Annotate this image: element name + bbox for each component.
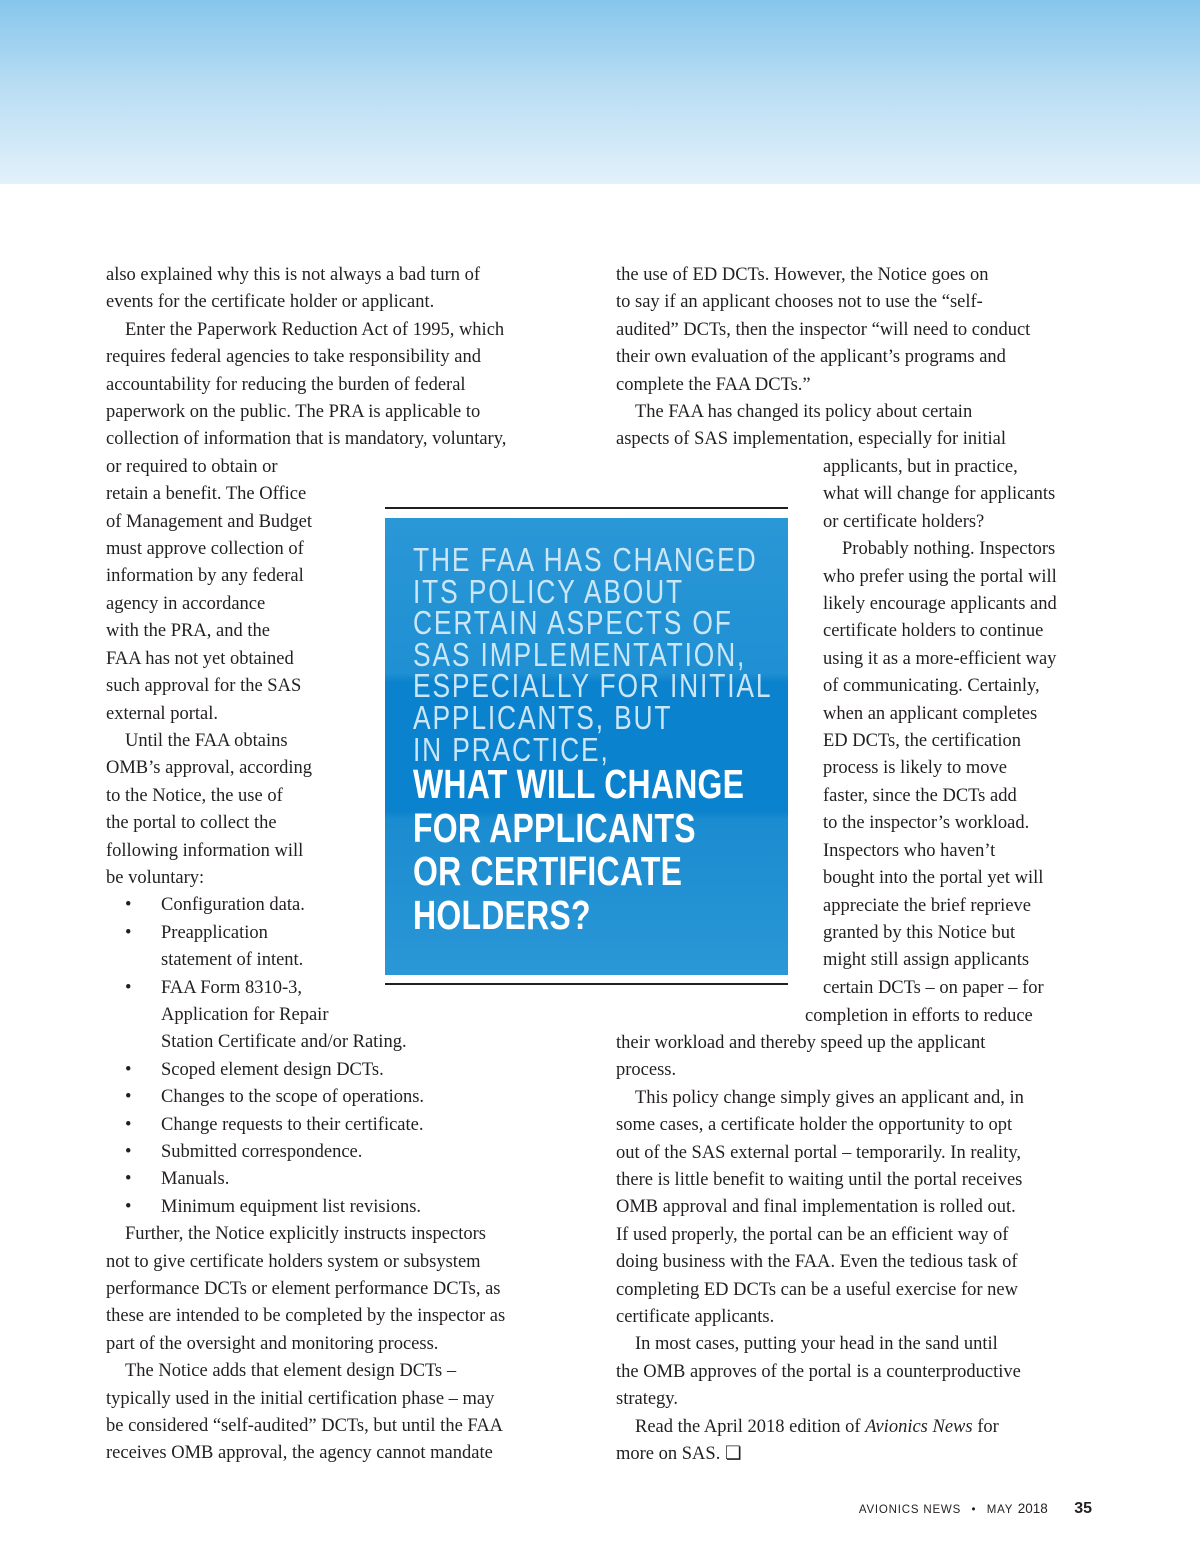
text-line: audited” DCTs, then the inspector “will need to conduct — [616, 319, 1031, 340]
text-line: • Configuration data. — [161, 895, 305, 916]
text-line: The Notice adds that element design DCTs – — [125, 1361, 457, 1382]
publication-name: Avionics News — [865, 1416, 973, 1437]
text-line: following information will — [106, 840, 304, 861]
issue-year: 2018 — [1017, 1501, 1048, 1516]
text-line: In most cases, putting your head in the sand until — [635, 1334, 998, 1355]
pullquote-line: CERTAIN ASPECTS OF — [413, 604, 733, 642]
list-item — [106, 975, 576, 1057]
text-line: appreciate the brief reprieve — [823, 895, 1031, 916]
pullquote-intro — [413, 541, 773, 768]
text-line: Further, the Notice explicitly instructs inspectors — [125, 1224, 486, 1245]
text-line: what will change for applicants — [823, 484, 1056, 505]
pullquote-line: ITS POLICY ABOUT — [413, 572, 685, 610]
right-paragraph-5 — [616, 1331, 1096, 1413]
footer-separator: • — [971, 1504, 977, 1516]
text-line: their own evaluation of the applicant’s programs and — [616, 347, 1006, 368]
text-line: or certificate holders? — [823, 511, 985, 532]
text-line: process. — [616, 1060, 677, 1081]
text-line: aspects of SAS implementation, especially for initial — [616, 429, 1006, 450]
text-line: Inspectors who haven’t — [823, 840, 996, 861]
text-line: paperwork on the public. The PRA is applicable to — [106, 402, 481, 423]
text-line: Enter the Paperwork Reduction Act of 1995, which — [125, 319, 505, 340]
text-line: faster, since the DCTs add — [823, 785, 1017, 806]
pullquote-text — [413, 541, 778, 938]
text-line: be voluntary: — [106, 867, 205, 888]
right-paragraph-3 — [823, 536, 1103, 1002]
text-run: Read the April 2018 edition of — [635, 1416, 866, 1437]
list-item — [106, 1084, 576, 1111]
text-line — [616, 1441, 1096, 1468]
text-line: requires federal agencies to take responsibility and — [106, 347, 481, 368]
end-mark-icon: ❏ — [724, 1444, 742, 1465]
text-line: the OMB approves of the portal is a counterproductive — [616, 1361, 1021, 1382]
list-item — [106, 1139, 576, 1166]
text-line: of Management and Budget — [106, 511, 313, 532]
text-line: completion in efforts to reduce — [805, 1006, 1033, 1026]
text-line: might still assign applicants — [823, 950, 1030, 971]
text-line: external portal. — [106, 703, 218, 724]
text-line: receives OMB approval, the agency cannot mandate — [106, 1443, 493, 1464]
text-line: • Manuals. — [161, 1169, 230, 1190]
text-line: certain DCTs – on paper – for — [823, 977, 1044, 998]
text-line: • Minimum equipment list revisions. — [161, 1196, 422, 1217]
page-footer — [859, 1500, 1092, 1518]
right-column-bottom — [616, 1030, 1096, 1469]
text-line: statement of intent. — [161, 950, 304, 971]
list-item — [106, 1057, 576, 1084]
pullquote-line: OR CERTIFICATE — [413, 848, 683, 895]
text-line: their workload and thereby speed up the applicant — [616, 1033, 986, 1053]
text-line: Station Certificate and/or Rating. — [161, 1032, 407, 1053]
right-paragraph-3-end — [616, 1030, 1096, 1085]
list-item — [106, 1166, 576, 1193]
text-line: OMB approval and final implementation is rolled out. — [616, 1197, 1016, 1218]
text-line: to the Notice, the use of — [106, 785, 283, 806]
publication-title: AVIONICS NEWS — [858, 1504, 962, 1516]
text-line: agency in accordance — [106, 593, 266, 614]
text-line: OMB’s approval, according — [106, 758, 313, 779]
text-line: with the PRA, and the — [106, 621, 270, 642]
text-line: not to give certificate holders system or subsystem — [106, 1251, 481, 1272]
pullquote-emphasis — [413, 761, 745, 938]
text-line: FAA has not yet obtained — [106, 648, 294, 669]
pullquote-top-rule — [385, 507, 788, 509]
text-line: process is likely to move — [823, 758, 1007, 779]
right-paragraph-1 — [616, 262, 1096, 399]
text-line: • Scoped element design DCTs. — [161, 1059, 384, 1080]
text-line: Until the FAA obtains — [125, 730, 288, 751]
pullquote-line: APPLICANTS, BUT — [413, 698, 673, 736]
text-line: out of the SAS external portal – temporarily. In reality, — [616, 1142, 1022, 1163]
text-line: or required to obtain or — [106, 456, 278, 477]
text-line — [616, 1414, 1096, 1441]
right-column-top — [616, 262, 1096, 454]
text-line: to say if an applicant chooses not to use the “self- — [616, 292, 983, 313]
text-line: such approval for the SAS — [106, 676, 302, 697]
pullquote-line: SAS IMPLEMENTATION, — [413, 635, 747, 673]
pullquote-line: FOR APPLICANTS — [413, 804, 696, 851]
text-line: • Changes to the scope of operations. — [161, 1087, 425, 1108]
list-item — [106, 1194, 576, 1221]
text-line: events for the certificate holder or applicant. — [106, 292, 435, 313]
text-line: to the inspector’s workload. — [823, 813, 1030, 834]
text-line: If used properly, the portal can be an efficient way of — [616, 1224, 1009, 1245]
text-line: bought into the portal yet will — [823, 868, 1044, 889]
text-line: • Submitted correspondence. — [161, 1142, 363, 1162]
left-paragraph-4 — [106, 1221, 576, 1358]
text-line: granted by this Notice but — [823, 922, 1016, 943]
text-line: accountability for reducing the burden of federal — [106, 374, 466, 395]
text-run: more on SAS. — [616, 1444, 721, 1465]
text-line: when an applicant completes — [823, 703, 1038, 724]
text-line: completing ED DCTs can be a useful exercise for new — [616, 1279, 1018, 1300]
text-line: must approve collection of — [106, 539, 304, 560]
text-line: of communicating. Certainly, — [823, 676, 1040, 697]
text-line: • FAA Form 8310-3, — [161, 977, 302, 998]
pullquote-box — [385, 518, 788, 975]
pullquote-line: HOLDERS? — [413, 891, 591, 938]
right-paragraph-6 — [616, 1414, 1096, 1469]
text-line: collection of information that is mandatory, voluntary, — [106, 429, 507, 450]
right-paragraph-4 — [616, 1085, 1096, 1332]
text-line: retain a benefit. The Office — [106, 484, 307, 505]
right-paragraph-2 — [616, 399, 1096, 454]
issue-month: MAY — [986, 1504, 1014, 1516]
pullquote-line: ESPECIALLY FOR INITIAL — [413, 667, 773, 705]
text-line: also explained why this is not always a bad turn of — [106, 265, 481, 285]
text-line: doing business with the FAA. Even the tedious task of — [616, 1252, 1018, 1273]
text-line: strategy. — [616, 1389, 678, 1410]
text-line: This policy change simply gives an applicant and, in — [635, 1087, 1024, 1108]
text-line: part of the oversight and monitoring process. — [106, 1333, 439, 1354]
text-line: certificate applicants. — [616, 1307, 775, 1328]
text-line: the use of ED DCTs. However, the Notice goes on — [616, 265, 989, 285]
text-line: applicants, but in practice, — [823, 457, 1018, 477]
pullquote-line: WHAT WILL CHANGE — [413, 761, 745, 808]
pullquote-bottom-rule — [385, 983, 788, 985]
text-line: using it as a more-efficient way — [823, 648, 1057, 669]
text-line: the portal to collect the — [106, 813, 277, 834]
right-paragraph-2-continued — [823, 454, 1103, 536]
text-line: complete the FAA DCTs.” — [616, 374, 811, 395]
text-line: The FAA has changed its policy about certain — [635, 402, 973, 423]
page-number: 35 — [1074, 1500, 1092, 1517]
text-line: who prefer using the portal will — [823, 566, 1057, 587]
pullquote-line: IN PRACTICE, — [413, 730, 610, 768]
text-line: typically used in the initial certification phase – may — [106, 1388, 495, 1409]
text-line: these are intended to be completed by the inspector as — [106, 1306, 506, 1327]
text-line: likely encourage applicants and — [823, 594, 1057, 615]
text-line: information by any federal — [106, 566, 304, 587]
text-line: there is little benefit to waiting until the portal receives — [616, 1170, 1023, 1191]
text-line: Application for Repair — [161, 1004, 329, 1025]
text-line: • Change requests to their certificate. — [161, 1114, 424, 1135]
pullquote-line: THE FAA HAS CHANGED — [413, 541, 758, 578]
text-line: be considered “self-audited” DCTs, but until the FAA — [106, 1416, 504, 1437]
left-paragraph-5 — [106, 1358, 576, 1468]
text-line: performance DCTs or element performance DCTs, as — [106, 1279, 501, 1300]
list-item — [106, 1112, 576, 1139]
text-line: • Preapplication — [161, 922, 268, 943]
text-line: some cases, a certificate holder the opportunity to opt — [616, 1115, 1013, 1136]
text-run: for — [972, 1416, 999, 1437]
text-line: certificate holders to continue — [823, 621, 1044, 642]
right-column-narrow — [823, 454, 1103, 1002]
right-column-wrap-line — [805, 1003, 1105, 1030]
left-paragraph-1 — [106, 262, 576, 317]
text-line: Probably nothing. Inspectors — [842, 539, 1056, 560]
header-band — [0, 0, 1200, 184]
text-line: ED DCTs, the certification — [823, 731, 1022, 752]
